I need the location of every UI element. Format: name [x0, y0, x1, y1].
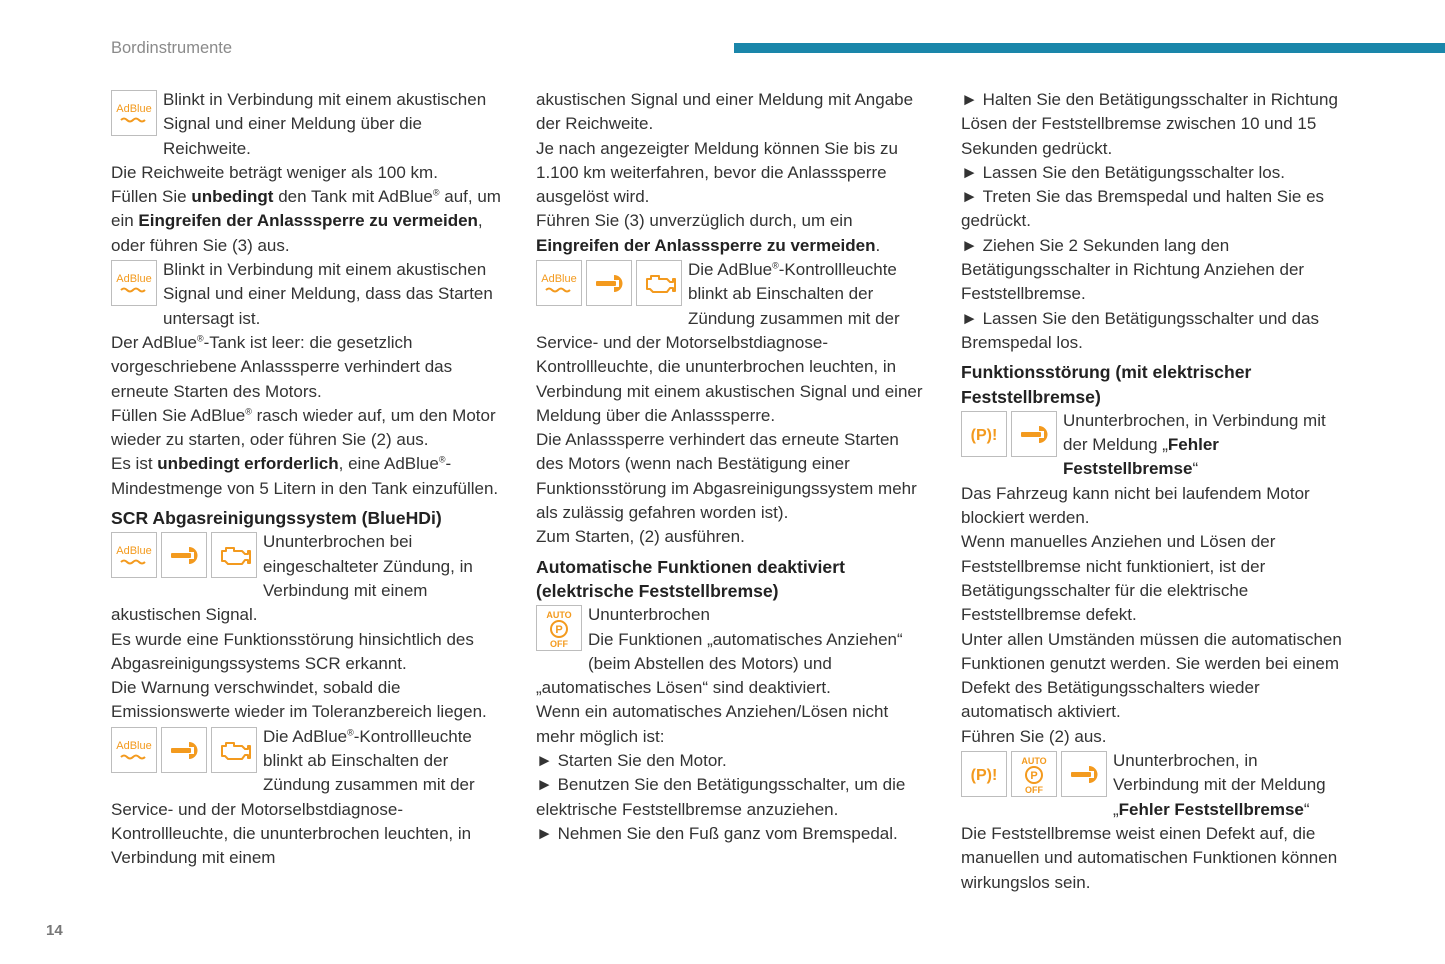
- paragraph: Die AdBlue®-Kontrollleuchte blinkt ab Einschalten der Zündung zusammen mit der Service- und der Motorselbstdiagnose-Kontrollleuchte, die ununterbrochen leuchten, in Verbindung mit einem: [111, 726, 475, 868]
- paragraph: Unter allen Umständen müssen die automatischen Funktionen genutzt werden. Sie werden bei einem Defekt des Betätigungsschalters wieder automatisch aktiviert.: [961, 629, 1342, 722]
- engine-icon: [211, 727, 257, 773]
- list-item: ► Nehmen Sie den Fuß ganz vom Bremspedal.: [536, 822, 926, 846]
- paragraph: Die Warnung verschwindet, sobald die Emissionswerte wieder im Toleranzbereich liegen.: [111, 678, 487, 722]
- svg-text:P: P: [555, 624, 563, 637]
- section-heading: SCR Abgasreinigungssystem (BlueHDi): [111, 508, 442, 529]
- section-title: Bordinstrumente: [111, 39, 233, 57]
- svg-text:(P)!: (P)!: [970, 767, 998, 785]
- paragraph: Der AdBlue®-Tank ist leer: die gesetzlich vorgeschriebene Anlasssperre verhindert das erneute Starten des Motors.: [111, 332, 453, 401]
- paragraph: Die Feststellbremse weist einen Defekt auf, die manuellen und automatischen Funktionen können wirkungslos sein.: [961, 823, 1338, 892]
- paragraph: Füllen Sie unbedingt den Tank mit AdBlue® auf, um ein Eingreifen der Anlasssperre zu vermeiden, oder führen Sie (3) aus.: [111, 187, 501, 255]
- section-heading: Automatische Funktionen deaktiviert (elektrische Feststellbremse): [536, 556, 845, 601]
- icon-group: [536, 260, 682, 306]
- wrench-icon: [1011, 411, 1057, 457]
- paragraph: Das Fahrzeug kann nicht bei laufendem Motor blockiert werden.: [961, 483, 1310, 528]
- engine-icon: [636, 260, 682, 306]
- svg-text:AdBlue: AdBlue: [116, 739, 152, 752]
- parking-brake-fault-icon: [961, 411, 1007, 457]
- paragraph: Ununterbrochen bei eingeschalteter Zündung, in Verbindung mit einem akustischen Signal.: [111, 532, 473, 625]
- column-1: [111, 88, 507, 871]
- column-3: [961, 88, 1353, 895]
- paragraph: Ununterbrochen, in Verbindung mit der Meldung „Fehler Feststellbremse“: [1063, 410, 1326, 479]
- list-item: ► Starten Sie den Motor.: [536, 749, 926, 773]
- paragraph: Es ist unbedingt erforderlich, eine AdBlue®-Mindestmenge von 5 Litern in den Tank einzufüllen.: [111, 454, 499, 498]
- column-2: [536, 88, 926, 846]
- list-item: ► Lassen Sie den Betätigungsschalter und das Bremspedal los.: [961, 307, 1353, 356]
- adblue-icon: [111, 260, 157, 306]
- paragraph: Wenn ein automatisches Anziehen/Lösen nicht mehr möglich ist:: [536, 702, 889, 746]
- parking-brake-fault-icon: [961, 751, 1007, 797]
- paragraph: Ununterbrochen, in Verbindung mit der Meldung „Fehler Feststellbremse“: [1113, 751, 1326, 819]
- list-item: ► Treten Sie das Bremspedal und halten Sie es gedrückt.: [961, 185, 1353, 234]
- paragraph: Wenn manuelles Anziehen und Lösen der Feststellbremse nicht funktioniert, ist der Betätigungsschalter für die elektrische Feststellbremse defekt.: [961, 532, 1276, 625]
- icon-group: [111, 90, 157, 136]
- auto-park-off-icon: [536, 605, 582, 651]
- adblue-icon: [111, 532, 157, 578]
- icon-group: [111, 727, 257, 773]
- svg-text:AdBlue: AdBlue: [116, 545, 152, 558]
- list-item: ► Benutzen Sie den Betätigungsschalter, um die elektrische Feststellbremse anzuziehen.: [536, 773, 926, 822]
- list-item: ► Lassen Sie den Betätigungsschalter los.: [961, 161, 1353, 185]
- icon-group: [111, 532, 257, 578]
- svg-text:(P)!: (P)!: [970, 426, 998, 444]
- paragraph: Führen Sie (2) aus.: [961, 726, 1107, 746]
- paragraph: Blinkt in Verbindung mit einem akustischen Signal und einer Meldung, dass das Starten untersagt ist.: [163, 260, 493, 328]
- paragraph: akustischen Signal und einer Meldung mit Angabe der Reichweite.: [536, 90, 914, 134]
- svg-text:P: P: [1030, 770, 1038, 783]
- adblue-icon: [111, 727, 157, 773]
- adblue-icon: [536, 260, 582, 306]
- wrench-icon: [161, 727, 207, 773]
- wrench-icon: [586, 260, 632, 306]
- icon-group: [536, 605, 582, 651]
- paragraph: Es wurde eine Funktionsstörung hinsichtlich des Abgasreinigungssystems SCR erkannt.: [111, 629, 474, 673]
- svg-text:AdBlue: AdBlue: [541, 273, 577, 286]
- icon-group: [111, 260, 157, 306]
- paragraph: Blinkt in Verbindung mit einem akustischen Signal und einer Meldung über die Reichweite.: [163, 90, 487, 158]
- paragraph: Füllen Sie AdBlue® rasch wieder auf, um den Motor wieder zu starten, oder führen Sie (2) aus.: [111, 405, 496, 450]
- paragraph: Die AdBlue®-Kontrollleuchte blinkt ab Einschalten der Zündung zusammen mit der Service- und der Motorselbstdiagnose-Kontrollleuchte, die ununterbrochen leuchten, in Verbindung mit einem akustischen Signal und einer Meldung über die Anlasssperre.: [536, 260, 923, 425]
- auto-park-off-icon: [1011, 751, 1057, 797]
- header-accent-bar: [734, 43, 1445, 53]
- paragraph: Die Anlasssperre verhindert das erneute Starten des Motors (wenn nach Bestätigung einer Funktionsstörung im Abgasreinigungssystem mehr als zulässig gefahren worden ist).: [536, 430, 917, 523]
- list-item: ► Halten Sie den Betätigungsschalter in Richtung Lösen der Feststellbremse zwischen 10 und 15 Sekunden gedrückt.: [961, 88, 1353, 161]
- svg-text:AdBlue: AdBlue: [116, 103, 152, 115]
- paragraph: Je nach angezeigter Meldung können Sie bis zu 1.100 km weiterfahren, bevor die Anlasssperre ausgelöst wird.: [536, 138, 898, 207]
- page-number: 14: [46, 922, 63, 939]
- svg-text:AdBlue: AdBlue: [116, 273, 152, 286]
- paragraph: Ununterbrochen Die Funktionen „automatisches Anziehen“ (beim Abstellen des Motors) und „automatisches Lösen“ sind deaktiviert.: [536, 605, 903, 698]
- list-item: ► Ziehen Sie 2 Sekunden lang den Betätigungsschalter in Richtung Anziehen der Feststellbremse.: [961, 234, 1353, 307]
- paragraph: Die Reichweite beträgt weniger als 100 km.: [111, 162, 438, 182]
- svg-text:OFF: OFF: [550, 639, 568, 650]
- paragraph: Führen Sie (3) unverzüglich durch, um ein Eingreifen der Anlasssperre zu vermeiden.: [536, 211, 881, 255]
- svg-text:AUTO: AUTO: [546, 610, 572, 621]
- icon-group: [961, 411, 1057, 457]
- section-heading: Funktionsstörung (mit elektrischer Feststellbremse): [961, 362, 1252, 407]
- wrench-icon: [161, 532, 207, 578]
- icon-group: [961, 751, 1107, 797]
- paragraph: Zum Starten, (2) ausführen.: [536, 527, 745, 547]
- svg-text:OFF: OFF: [1025, 785, 1043, 796]
- wrench-icon: [1061, 751, 1107, 797]
- engine-icon: [211, 532, 257, 578]
- adblue-icon: [111, 90, 157, 136]
- svg-text:AUTO: AUTO: [1021, 756, 1047, 767]
